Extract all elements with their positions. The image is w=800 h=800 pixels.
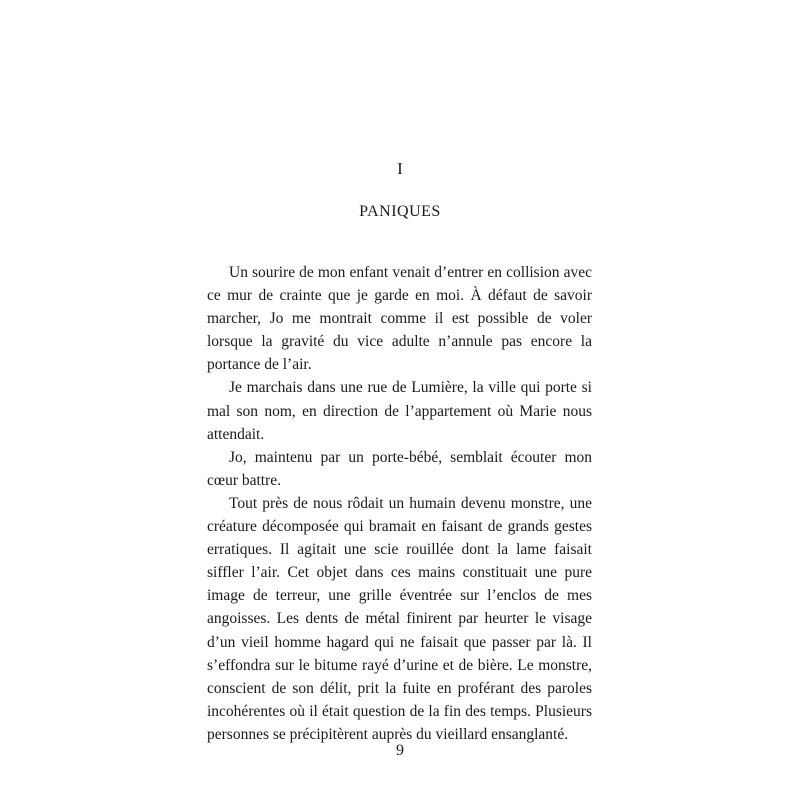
paragraph: Jo, maintenu par un porte-bébé, semblait écouter mon cœur battre. (207, 448, 592, 489)
paragraph: Tout près de nous rôdait un humain devenu monstre, une créature décomposée qui bramait en faisant de grands gestes erratiques. Il agitait une scie rouillée dont la lame faisait siffler l’air. Cet objet dans ces mains constituait une pure image de terreur, une grille éventrée sur l’enclos de mes angoisses. Les dents de métal finirent par heurter le visage d’un vieil homme hagard qui ne faisait que passer par là. Il s’effondra sur le bitume rayé d’urine et de bière. Le monstre, conscient de son délit, prit la fuite en proférant des paroles incohérentes où il était question de la fin des temps. Plusieurs personnes se précipitèrent auprès du vieillard ensanglanté. (207, 494, 592, 743)
page-number: 9 (396, 742, 404, 759)
paragraph: Un sourire de mon enfant venait d’entrer en collision avec ce mur de crainte que je garde en moi. À défaut de savoir marcher, Jo me montrait comme il est possible de voler lorsque la gravité du vice adulte n’annule pas encore la portance de l’air. (207, 264, 592, 374)
paragraph: Je marchais dans une rue de Lumière, la ville qui porte si mal son nom, en direction de l’appartement où Marie nous attendait. (207, 379, 592, 443)
chapter-title: PANIQUES (359, 203, 441, 220)
chapter-number: I (397, 159, 403, 178)
body-text (207, 261, 592, 746)
